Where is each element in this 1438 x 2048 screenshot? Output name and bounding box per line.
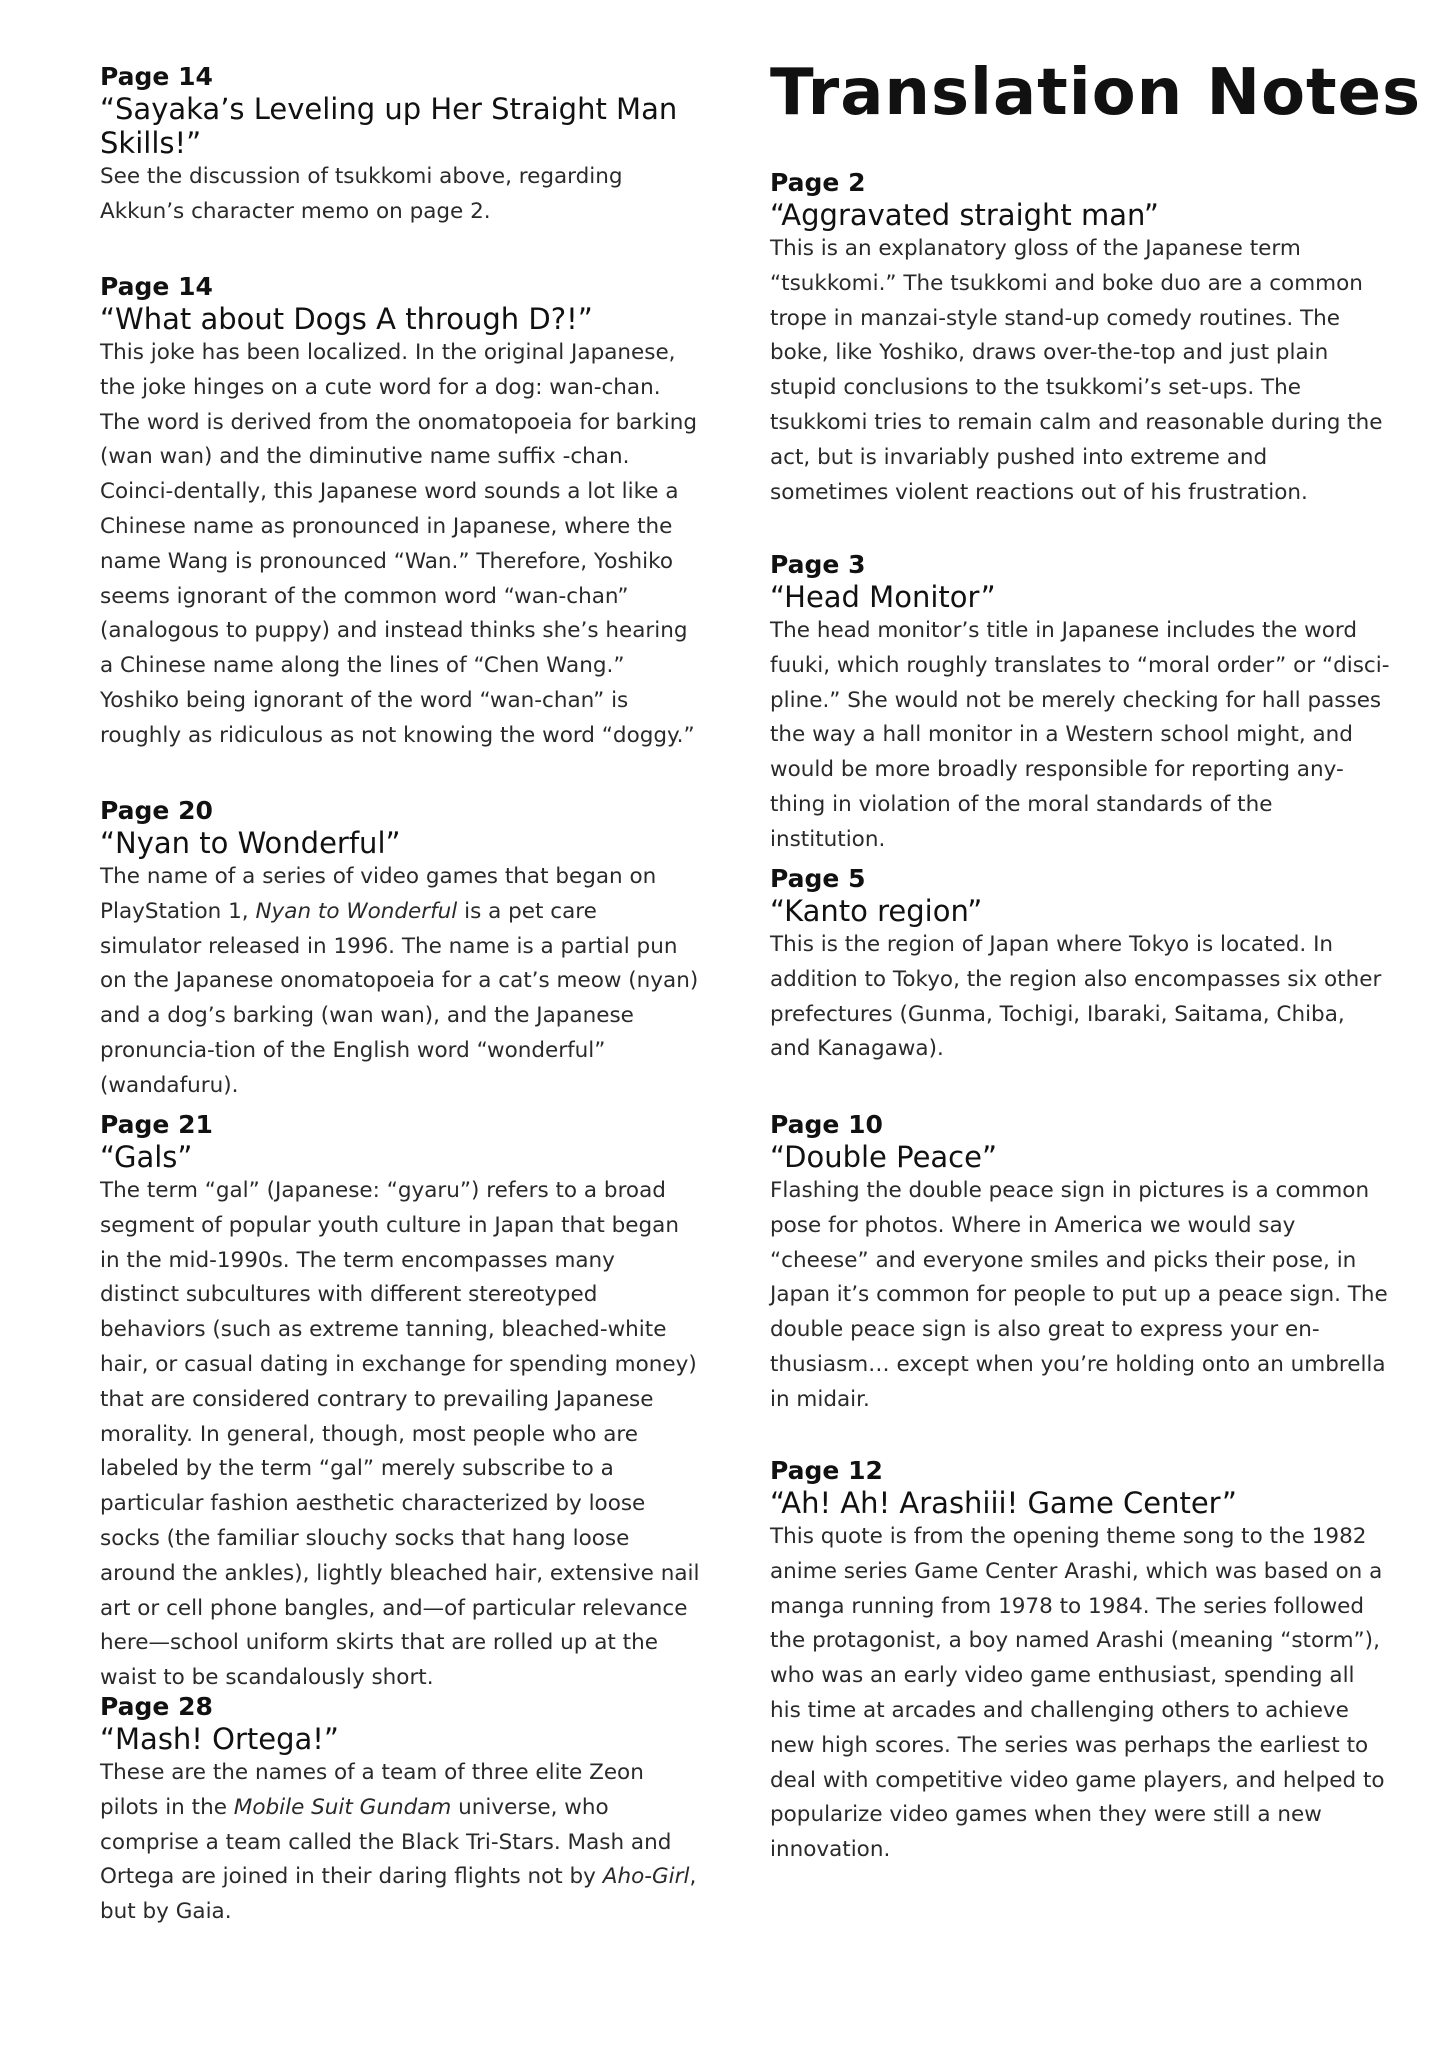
note-heading: “Nyan to Wonderful” bbox=[100, 826, 401, 860]
note-heading: “Kanto region” bbox=[770, 894, 983, 928]
note-page-number: Page 10 bbox=[770, 1110, 883, 1139]
note-heading: “Double Peace” bbox=[770, 1140, 997, 1174]
note-body: The term “gal” (Japanese: “gyaru”) refers to a broad segment of popular youth culture in Japan that began in the mid-1990s. The term encompasses many distinct subcultures with different stereotyped behaviors (such as extreme tanning, bleached-white hair, or casual dating in exchange for spending money) that are considered contrary to prevailing Japanese morality. In general, though, most people who are labeled by the term “gal” merely subscribe to a particular fashion aesthetic characterized by loose socks (the familiar slouchy socks that hang loose around the ankles), lightly bleached hair, extensive nail art or cell phone bangles, and—of particular relevance here—school uniform skirts that are rolled up at the waist to be scandalously short. bbox=[100, 1178, 700, 1691]
note-page-number: Page 3 bbox=[770, 550, 866, 579]
note-body: These are the names of a team of three elite Zeon pilots in the Mobile Suit Gundam universe, who comprise a team called the Black Tri-Stars. Mash and Ortega are joined in their daring flights not by Aho-Girl, but by Gaia. bbox=[100, 1760, 697, 1925]
note-page-21-gals bbox=[100, 1110, 700, 1696]
note-page-number: Page 20 bbox=[100, 796, 213, 825]
note-page-number: Page 21 bbox=[100, 1110, 213, 1139]
note-body: Flashing the double peace sign in pictures is a common pose for photos. Where in America we would say “cheese” and everyone smiles and picks their pose, in Japan it’s common for people to put up a peace sign. The double peace sign is also great to express your en-thusiasm… except when you’re holding onto an umbrella in midair. bbox=[770, 1178, 1388, 1412]
note-page-2-straight-man bbox=[770, 168, 1390, 510]
note-page-number: Page 5 bbox=[770, 864, 866, 893]
page-title: Translation Notes bbox=[770, 56, 1422, 130]
note-heading: “Mash! Ortega!” bbox=[100, 1722, 339, 1756]
note-page-14-sayaka bbox=[100, 62, 700, 230]
note-page-12-game-center bbox=[770, 1456, 1390, 1868]
note-page-5-kanto bbox=[770, 864, 1390, 1067]
note-body: This is the region of Japan where Tokyo is located. In addition to Tokyo, the region also encompasses six other prefectures (Gunma, Tochigi, Ibaraki, Saitama, Chiba, and Kanagawa). bbox=[770, 932, 1382, 1062]
note-body: See the discussion of tsukkomi above, regarding Akkun’s character memo on page 2. bbox=[100, 164, 623, 224]
note-heading: “Ah! Ah! Arashiii! Game Center” bbox=[770, 1486, 1237, 1520]
note-page-28-mash bbox=[100, 1692, 700, 1930]
note-body: This quote is from the opening theme song to the 1982 anime series Game Center Arashi, which was based on a manga running from 1978 to 1984. The series followed the protagonist, a boy named Arashi (meaning “storm”), who was an early video game enthusiast, spending all his time at arcades and challenging others to achieve new high scores. The series was perhaps the earliest to deal with competitive video game players, and helped to popularize video games when they were still a new innovation. bbox=[770, 1524, 1385, 1863]
note-body: The name of a series of video games that began on PlayStation 1, Nyan to Wonderful is a pet care simulator released in 1996. The name is a partial pun on the Japanese onomatopoeia for a cat’s meow (nyan) and a dog’s barking (wan wan), and the Japanese pronuncia-tion of the English word “wonderful” (wandafuru). bbox=[100, 864, 699, 1098]
note-heading: “Sayaka’s Leveling up Her Straight Man Skills!” bbox=[100, 92, 678, 160]
note-heading: “Gals” bbox=[100, 1140, 193, 1174]
note-page-number: Page 14 bbox=[100, 272, 213, 301]
note-page-number: Page 28 bbox=[100, 1692, 213, 1721]
note-body: This is an explanatory gloss of the Japanese term “tsukkomi.” The tsukkomi and boke duo are a common trope in manzai-style stand-up comedy routines. The boke, like Yoshiko, draws over-the-top and just plain stupid conclusions to the tsukkomi’s set-ups. The tsukkomi tries to remain calm and reasonable during the act, but is invariably pushed into extreme and sometimes violent reactions out of his frustration. bbox=[770, 236, 1383, 505]
note-page-number: Page 14 bbox=[100, 62, 213, 91]
note-page-20-nyan bbox=[100, 796, 700, 1104]
note-body: The head monitor’s title in Japanese includes the word fuuki, which roughly translates to “moral order” or “disci-pline.” She would not be merely checking for hall passes the way a hall monitor in a Western school might, and would be more broadly responsible for reporting any-thing in violation of the moral standards of the institution. bbox=[770, 618, 1390, 852]
note-heading: “What about Dogs A through D?!” bbox=[100, 302, 593, 336]
note-page-number: Page 2 bbox=[770, 168, 866, 197]
note-page-3-head-monitor bbox=[770, 550, 1390, 858]
note-page-10-double-peace bbox=[770, 1110, 1390, 1418]
note-page-14-dogs bbox=[100, 272, 700, 754]
note-body: This joke has been localized. In the original Japanese, the joke hinges on a cute word for a dog: wan-chan. The word is derived from the onomatopoeia for barking (wan wan) and the diminutive name suffix -chan. Coinci-dentally, this Japanese word sounds a lot like a Chinese name as pronounced in Japanese, where the name Wang is pronounced “Wan.” Therefore, Yoshiko seems ignorant of the common word “wan-chan” (analogous to puppy) and instead thinks she’s hearing a Chinese name along the lines of “Chen Wang.” Yoshiko being ignorant of the word “wan-chan” is roughly as ridiculous as not knowing the word “doggy.” bbox=[100, 340, 698, 748]
note-page-number: Page 12 bbox=[770, 1456, 883, 1485]
note-heading: “Head Monitor” bbox=[770, 580, 996, 614]
note-heading: “Aggravated straight man” bbox=[770, 198, 1159, 232]
